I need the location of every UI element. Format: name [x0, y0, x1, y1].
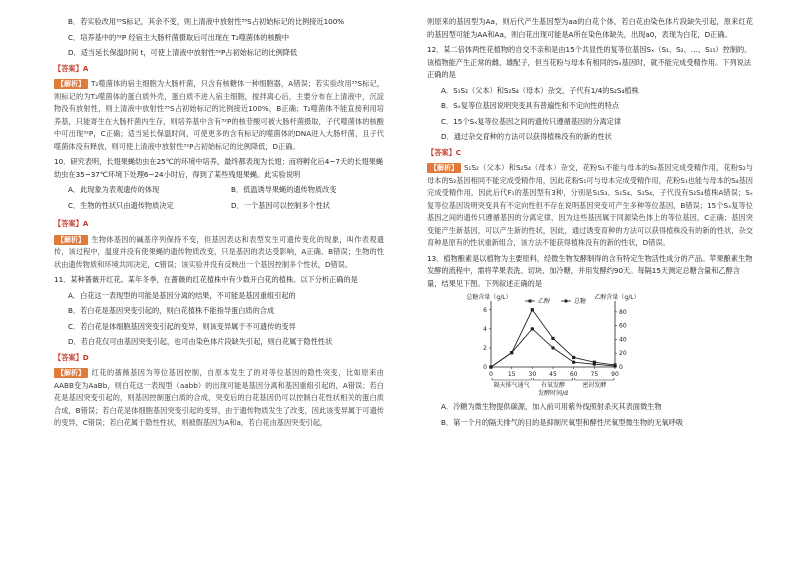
- legend-label-sugar: 总糖: [574, 298, 587, 305]
- x-label: 发酵时间/d: [538, 390, 568, 397]
- y-label-left: 总糖含量（g/L）: [466, 294, 512, 301]
- fermentation-chart-svg: [463, 293, 643, 397]
- series-total-sugar-point: [531, 327, 534, 330]
- q12-answer: 【答案】C: [427, 147, 462, 157]
- q12-stem: 12．某二倍体两性花植物的自交不亲和是由15个共显性的复等位基因Sₓ（S₁、S₂、…、S₁₅）控制的。该植物能产生正常的雌、雄配子，但当花粉与母本有相同的Sₓ基因时，就不能完成受精作用。下列说法正确的是: [427, 45, 752, 79]
- q11-explanation: [54, 367, 384, 430]
- q12-option-a: A．S₁S₂（父本）和S₂S₄（母本）杂交，子代有1/4的S₂S₄植株: [441, 85, 639, 95]
- q9-explanation: [54, 78, 384, 153]
- q10-option-b: B．低温诱导果蝇的遗传物质改变: [231, 185, 337, 194]
- left-tick-label: 0: [483, 364, 487, 371]
- left-tick-label: 2: [483, 344, 487, 352]
- q12-option-d: D．通过杂交育种的方法可以获得植株没有的新的性状: [441, 132, 612, 141]
- q11-option-d: D．若白花仅可由基因突变引起，也可由染色体片段缺失引起，则白花属于隐性性状: [68, 337, 333, 346]
- explanation-tag: 【解析】: [54, 79, 88, 89]
- q11-option-c: C．若白花是体细胞基因突变引起的变异，则该变异属于不可遗传的变异: [68, 321, 296, 331]
- x-tick-label: 60: [569, 371, 578, 378]
- q13-option-b: B．第一个月的隔天排气的目的是抑制厌氧型和酵性厌氧型微生物的无氧呼吸: [441, 417, 684, 427]
- legend-marker-ethanol: [529, 300, 532, 303]
- x-tick-label: 90: [611, 371, 619, 378]
- phase-label: 隔天排气通气: [493, 382, 530, 389]
- q11-option-a: A．白花这一表现型的可能是基因分离的结果，不可能是基因重组引起的: [68, 290, 296, 300]
- q12-explanation-text: S₁S₂（父本）和S₂S₄（母本）杂交，花粉S₁不能与母本的S₂基因完成受精作用，花粉S₂与母本的S₂基因相同不能完成受精作用，因此花粉S₁可与母本完成受精作用，花粉S₁也能与母本的S₄基因完成受精作用，因此后代F₁的基因型有3种，分别是S₁S₃、S₁S₄、S₂S₄，子代没有S₂S₄植株A错误；Sₓ复等位基因说明突变具有不定向性但不存在说明基因突变可产生多种等位基因，B错误；15个Sₓ复等位基因之间的遗传只遵循基因的分离定律，因为这些基因属于同源染色体上的等位基因，C正确；基因突变能产生新基因，可以产生新的性状，因此，通过诱变育种的方法可以获得植株没有的新的性状，杂交育种是原有的性状重新组合，该方法不能获得植株没有的新的性状，D错误。: [427, 163, 753, 247]
- q10-option-a: A．此现象为表观遗传的体现: [68, 185, 160, 194]
- right-tick-label: 80: [619, 308, 627, 316]
- phase-bracket: [492, 378, 531, 380]
- series-ethanol-point: [551, 337, 554, 340]
- q11-explanation-continued: 则原来的基因型为Aa，则后代产生基因型为aa的白花个体，若白花由染色体片段缺失引起，原来红花的基因型可能为AA和Aa，则白花出现可能是A所在染色体缺失，出现a0，表现为白花，D正确。: [427, 17, 753, 39]
- series-ethanol-point: [572, 356, 575, 359]
- phase-label: 密封发酵: [582, 382, 607, 389]
- q10-answer: 【答案】A: [54, 219, 89, 228]
- y-label-right: 乙醇含量（g/L）: [594, 294, 640, 301]
- q11-answer: 【答案】D: [54, 352, 89, 362]
- series-ethanol-point: [531, 308, 534, 311]
- series-total-sugar-point: [613, 364, 616, 367]
- phase-bracket: [533, 378, 572, 380]
- q9-option-c: C．培养基中的³²P 经宿主大肠杆菌摄取后可出现在 T₂噬菌体的核酸中: [68, 32, 290, 42]
- series-total-sugar-point: [551, 346, 554, 349]
- q10-explanation: [54, 234, 384, 272]
- series-total-sugar-point: [489, 365, 492, 368]
- x-tick-label: 0: [489, 371, 493, 378]
- q9-option-d: D．适当延长保温时间 t，可使上清液中放射性³²P占初始标记的比例降低: [68, 48, 298, 57]
- q9-answer: 【答案】A: [54, 63, 89, 73]
- q13-stem: 13．植物酿素是以植物为主要原料，经微生物发酵制得的含有特定生物活性成分的产品。苹果酿素生物发酵的流程中，需将苹果表洗、切块、加冷糖，并用发酵约90天。每隔15天测定总糖含量和乙醇含量，结果见下图。下列叙述正确的是: [427, 253, 753, 288]
- legend-marker-sugar: [564, 299, 567, 302]
- right-tick-label: 20: [619, 350, 627, 358]
- right-tick-label: 40: [619, 336, 627, 344]
- phase-bracket: [575, 378, 614, 380]
- q10-stem: 10．研究表明，长翅果蝇幼虫在25℃的环境中培养，最终都表现为长翅；而将孵化后4~7天的长翅果蝇幼虫在35~37℃环境下处理6~24小时后，得到了某些残翅果蝇。此实验说明: [54, 157, 384, 179]
- explanation-tag: 【解析】: [54, 235, 88, 245]
- right-tick-label: 60: [619, 322, 627, 330]
- q10-option-c: C．生物的性状只由遗传物质决定: [68, 200, 174, 210]
- q9-option-b: B．若实验改用³⁵S标记，其余不变，则上清液中放射性³⁵S占初始标记的比例接近100%: [68, 17, 345, 26]
- x-tick-label: 30: [528, 371, 537, 378]
- fermentation-chart: [463, 293, 643, 397]
- series-total-sugar-point: [593, 362, 596, 365]
- q12-option-b: B．Sₓ复等位基因说明突变具有普遍性和不定向性的特点: [441, 101, 619, 110]
- q9-explanation-text: T₂噬菌体的宿主细胞为大肠杆菌，只含有核糖体一种细胞器，A错误；若实验改用³⁵S标记，则标记的为T₂噬菌体的蛋白质外壳，蛋白质不进入宿主细胞，搅拌离心后，主要分布在上清液中，沉淀物没有放射性，则上清液中放射性³⁵S占初始标记的比例接近100%，B正确；T₂噬菌体不能直接利用培养基，只能寄生在大肠杆菌内生存，则培养基中含有³²P的核苷酸可被大肠杆菌摄取，子代噬菌体的核酸中可出现³²P，C正确；适当延长保温时间，可使更多的含有标记的噬菌体的DNA进入大肠杆菌，且子代噬菌体没有释放，则可使上清液中放射性³²P占初始标记的比例降低，D正确。: [54, 79, 384, 151]
- q11-explanation-text: 红花的蔷薇基因为等位基因控制，自原本发生了的对等位基因的隐性突变，比如原来由AABB变为AaBb，则白花这一表现型（aabb）的出现可能是基因分离和基因重组引起的，A错误；若白花是基因突变引起的，则基因控制蛋白质的合成，突变后的白花基因仍可以控制白花性状相关的蛋白质合成，B错误；若白花是体细胞基因突变引起的变异，由于遗传物质发生了改变，因此该变异属于可遗传的变异，C错误；若白花属于隐性性状，则被假基因为A和a，若白花由基因突变引起，: [54, 368, 384, 427]
- q12-explanation: [427, 162, 753, 250]
- left-tick-label: 4: [483, 325, 487, 333]
- x-tick-label: 15: [507, 371, 516, 378]
- q11-stem: 11．某种蔷薇开红花。某年冬季，在蔷薇的红花植株中有少数开白花的植株。以下分析正确的是: [54, 275, 358, 284]
- series-total-sugar-point: [572, 361, 575, 364]
- q11-option-b: B．若白花是基因突变引起的，则白花植株不能指导蛋白质的合成: [68, 306, 275, 315]
- left-column: [54, 16, 384, 433]
- q12-option-c: C．15个Sₓ复等位基因之间的遗传只遵循基因的分离定律: [441, 116, 622, 126]
- right-column: [427, 16, 753, 432]
- legend-label-ethanol: 乙醇: [538, 298, 551, 305]
- right-tick-label: 0: [619, 364, 623, 371]
- explanation-tag: 【解析】: [54, 368, 88, 378]
- phase-label: 有氧发酵: [540, 382, 566, 389]
- explanation-tag: 【解析】: [427, 163, 461, 173]
- x-tick-label: 45: [549, 371, 557, 378]
- q13-option-a: A．冷糖为微生物提供碳源，加入前可用紫外线照射杀灭其表面微生物: [441, 402, 662, 411]
- q10-option-d: D．一个基因可以控制多个性状: [231, 200, 330, 210]
- left-tick-label: 6: [483, 306, 487, 314]
- series-total-sugar-point: [510, 351, 513, 354]
- q10-options: [54, 184, 384, 215]
- q10-explanation-text: 生物体基因的碱基序列保持不变，但基因表达和表型发生可遗传变化的现象，叫作表观遗传，该过程中，温度并没有使果蝇的遗传物质改变，只是基因的表达受影响，A正确、B错误；生物的性状由遗传物质和环境共同决定，C错误；该实验并没有反映出一个基因控制多个性状，D错误。: [54, 234, 384, 269]
- x-tick-label: 75: [590, 371, 599, 378]
